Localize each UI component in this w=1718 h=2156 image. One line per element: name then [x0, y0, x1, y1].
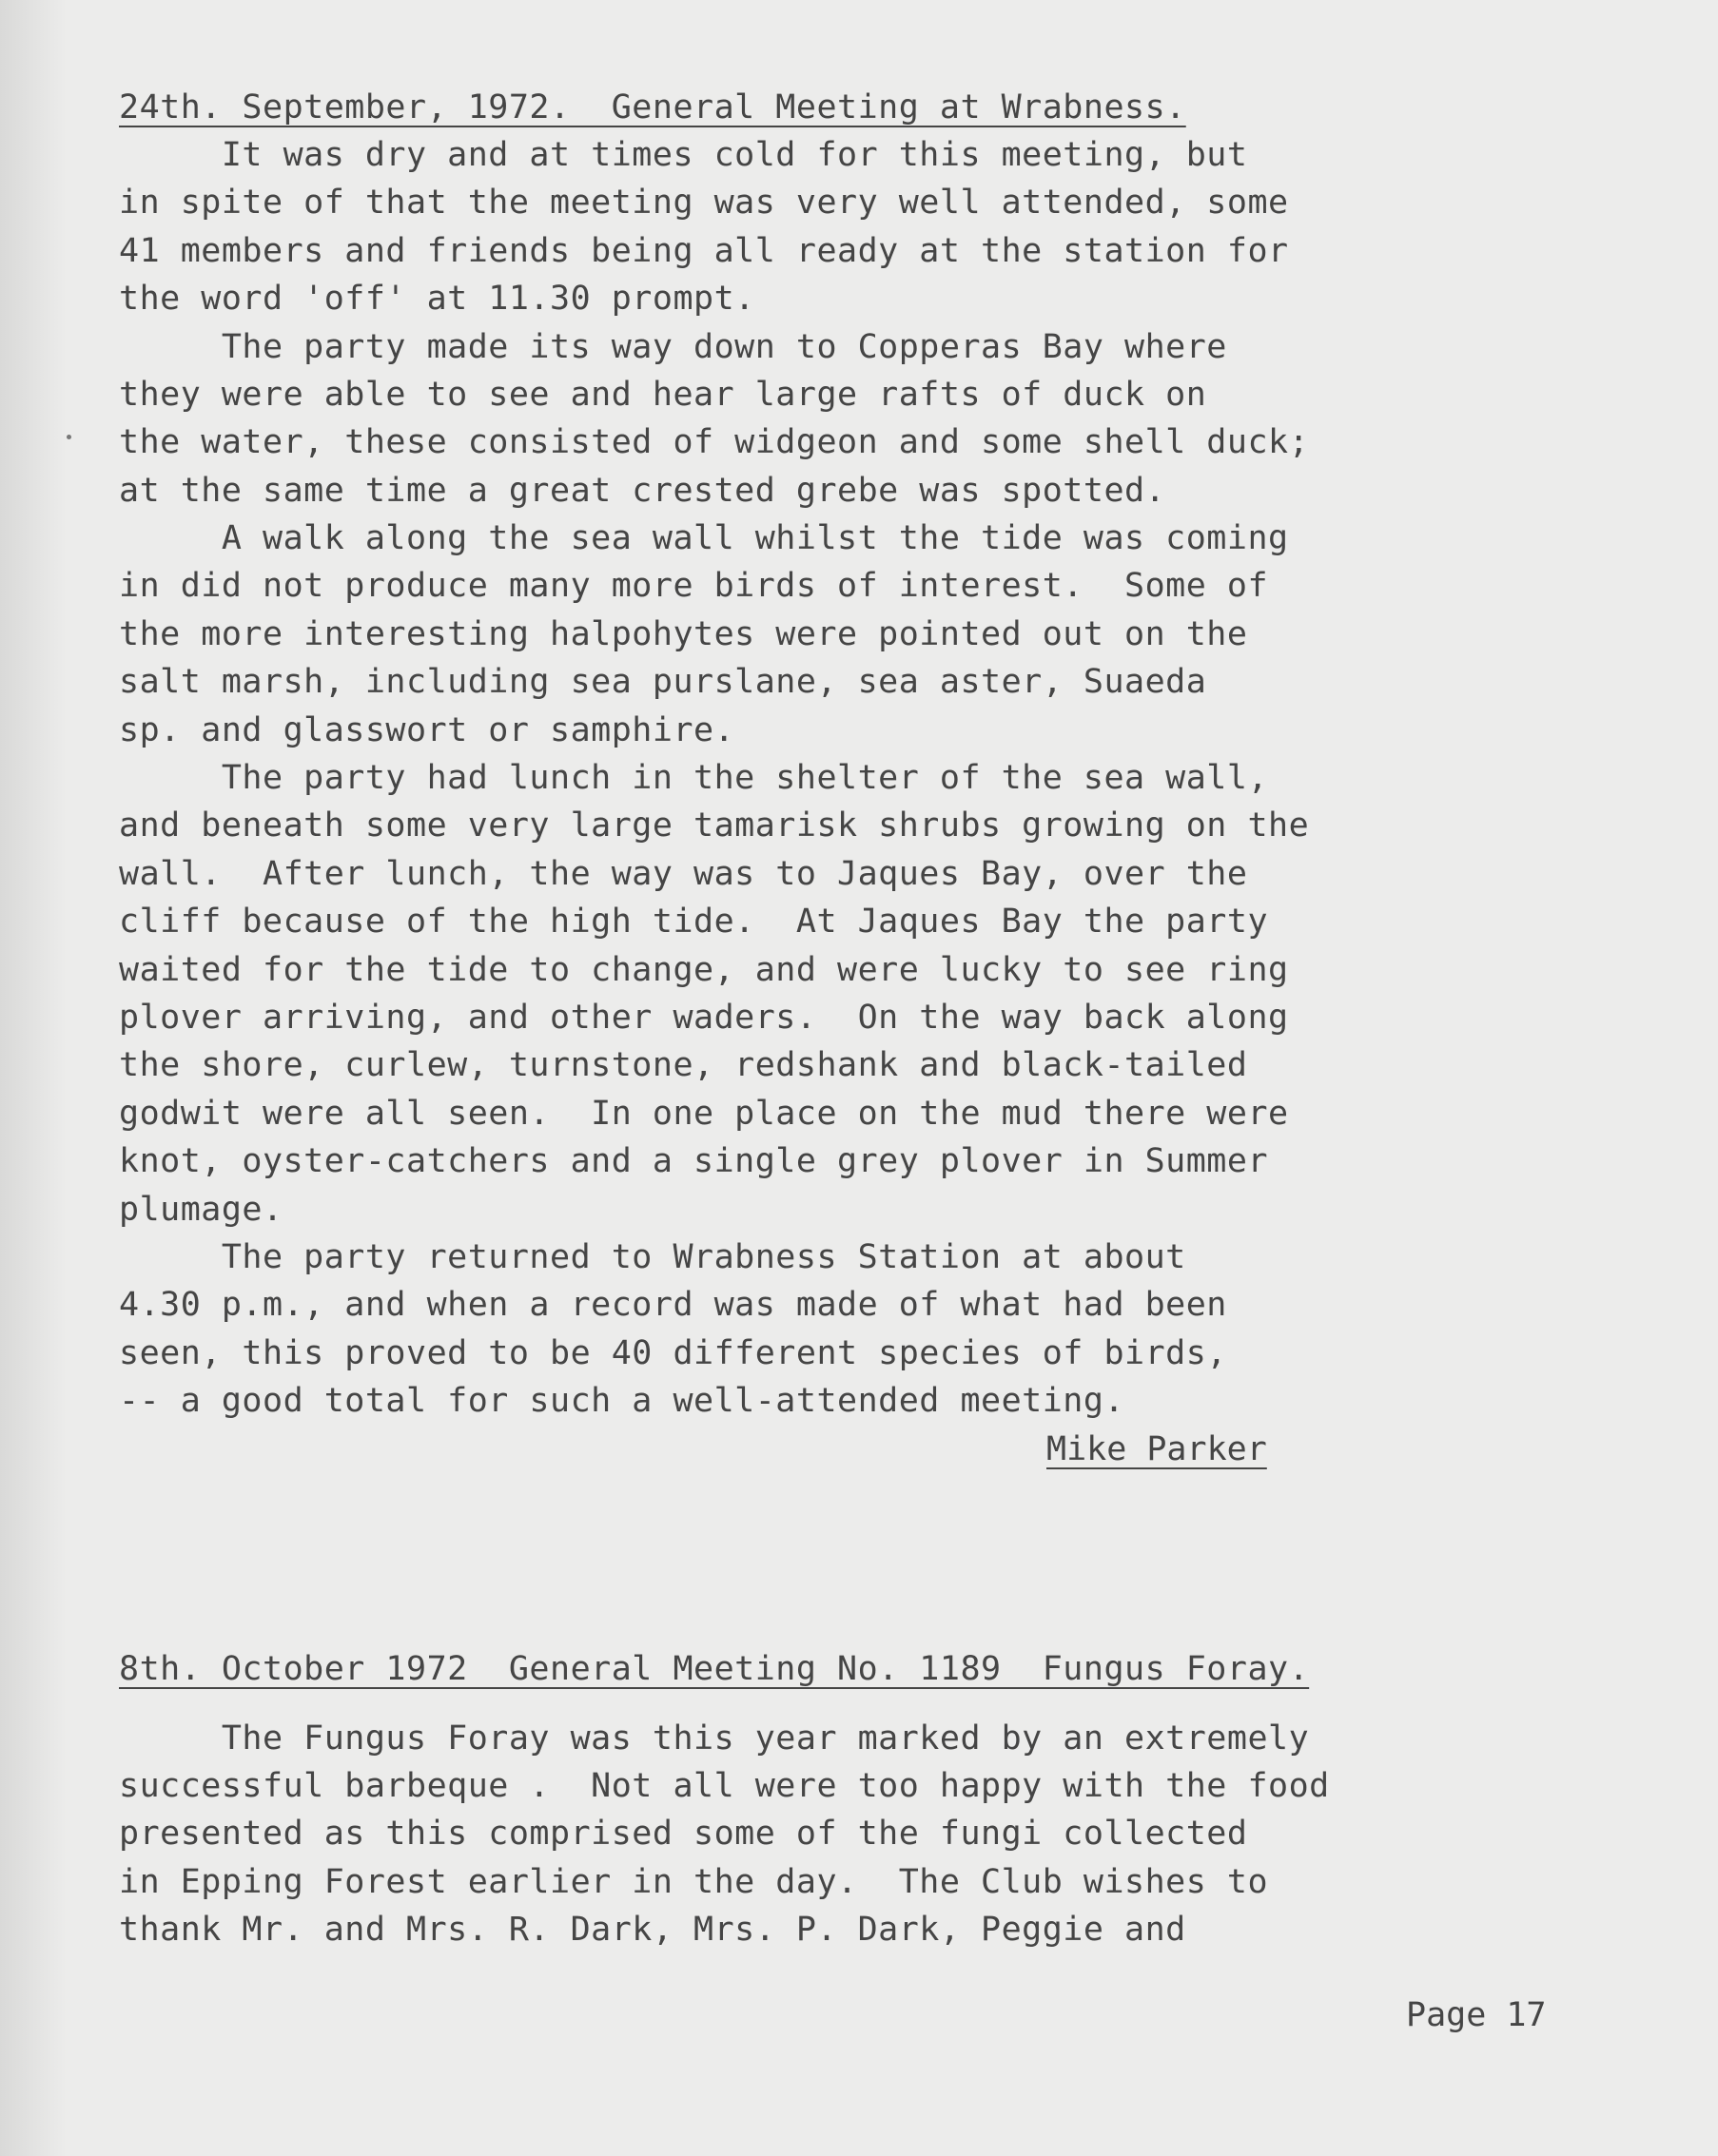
- margin-mark: [67, 435, 71, 439]
- article2-heading: 8th. October 1972 General Meeting No. 1189 Fungus Foray.: [119, 1650, 1310, 1688]
- article2-line: thank Mr. and Mrs. R. Dark, Mrs. P. Dark, Peggie and: [119, 1911, 1186, 1949]
- article1-line: sp. and glasswort or samphire.: [119, 711, 735, 749]
- article1-line: in did not produce many more birds of interest. Some of: [119, 567, 1269, 605]
- page-number: Page 17: [1406, 1996, 1547, 2034]
- article1-line: seen, this proved to be 40 different species of birds,: [119, 1334, 1227, 1372]
- article1-line: waited for the tide to change, and were lucky to see ring: [119, 951, 1289, 989]
- article1-line: they were able to see and hear large rafts of duck on: [119, 376, 1207, 414]
- article1-line: salt marsh, including sea purslane, sea aster, Suaeda: [119, 663, 1207, 701]
- article2-line: in Epping Forest earlier in the day. The Club wishes to: [119, 1863, 1269, 1901]
- article1-line: 41 members and friends being all ready at the station for: [119, 232, 1289, 270]
- article1-line: the word 'off' at 11.30 prompt.: [119, 280, 755, 318]
- article1-line: at the same time a great crested grebe was spotted.: [119, 472, 1166, 510]
- article1-line: plumage.: [119, 1191, 283, 1229]
- article1-line: knot, oyster-catchers and a single grey plover in Summer: [119, 1142, 1269, 1180]
- article1-line: in spite of that the meeting was very well attended, some: [119, 184, 1289, 222]
- article1-line: the more interesting halpohytes were pointed out on the: [119, 615, 1248, 653]
- article2-line: The Fungus Foray was this year marked by an extremely: [119, 1719, 1310, 1758]
- article1-line: The party made its way down to Copperas Bay where: [119, 328, 1227, 366]
- article1-signature: Mike Parker: [1046, 1430, 1267, 1468]
- article1-line: It was dry and at times cold for this meeting, but: [119, 136, 1248, 174]
- article1-line: godwit were all seen. In one place on the mud there were: [119, 1095, 1289, 1133]
- article2-line: presented as this comprised some of the fungi collected: [119, 1815, 1248, 1853]
- article1-line: The party had lunch in the shelter of the sea wall,: [119, 759, 1269, 797]
- article1-line: and beneath some very large tamarisk shrubs growing on the: [119, 806, 1310, 845]
- article1-heading: 24th. September, 1972. General Meeting at Wrabness.: [119, 88, 1186, 126]
- article1-line: 4.30 p.m., and when a record was made of what had been: [119, 1286, 1227, 1324]
- article1-line: the shore, curlew, turnstone, redshank and black-tailed: [119, 1046, 1248, 1084]
- page-edge-shadow: [0, 0, 67, 2156]
- article1-line: cliff because of the high tide. At Jaques Bay the party: [119, 903, 1269, 941]
- article2-line: successful barbeque . Not all were too happy with the food: [119, 1767, 1330, 1805]
- article1-line: The party returned to Wrabness Station at about: [119, 1238, 1186, 1276]
- article1-line: the water, these consisted of widgeon and some shell duck;: [119, 423, 1310, 461]
- article1-line: A walk along the sea wall whilst the tide was coming: [119, 519, 1289, 557]
- article1-line: -- a good total for such a well-attended meeting.: [119, 1382, 1125, 1420]
- article1-line: plover arriving, and other waders. On the way back along: [119, 999, 1289, 1037]
- article1-line: wall. After lunch, the way was to Jaques Bay, over the: [119, 855, 1248, 893]
